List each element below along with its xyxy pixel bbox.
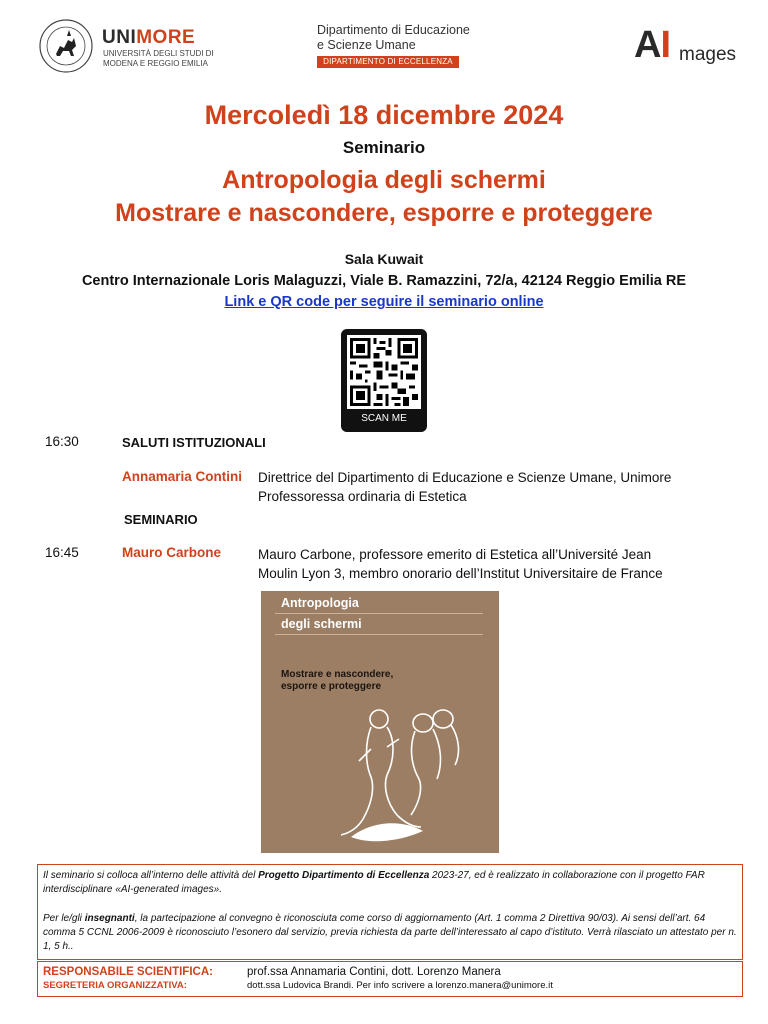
info-paragraph-2: Per le/gli insegnanti, la partecipazione al convegno è riconosciuta come corso di aggiornamento (Art. 1 comma 2 Direttiva 90/03). Ai sensi dell’art. 64 comma 5 CCNL 2006-2009 è riconosciuto l’esonero dal servizio, previa richiesta da parte dell’interessato al capo d’istituto. Verrà rilasciato un attestato per n. 1, 5 h.. (43, 913, 737, 952)
department-excellence-badge: DIPARTIMENTO DI ECCELLENZA (317, 56, 459, 68)
contacts-box (37, 961, 743, 997)
unimore-subtitle: UNIVERSITÀ DEGLI STUDI DI MODENA E REGGIO EMILIA (103, 49, 214, 68)
book-figures-illustration (341, 709, 481, 849)
online-seminar-link[interactable]: Link e QR code per seguire il seminario online (224, 294, 544, 310)
slot1-section-heading: SALUTI ISTITUZIONALI (122, 435, 266, 450)
secretariat-value: dott.ssa Ludovica Brandi. Per info scrivere a lorenzo.manera@unimore.it (247, 980, 553, 991)
event-type: Seminario (342, 138, 426, 157)
seminar-section-heading: SEMINARIO (124, 512, 198, 527)
slot1-speaker-role: Direttrice del Dipartimento di Educazione e Scienze Umane, Unimore Professoressa ordinaria di Estetica (258, 470, 672, 504)
info-box (37, 864, 743, 960)
book-subtitle: Mostrare e nascondere, esporre e proteggere (281, 669, 394, 692)
unimore-wordmark: UNIMORE (102, 27, 196, 48)
qr-caption: SCAN ME (361, 413, 407, 424)
book-title-line1: Antropologia (281, 596, 359, 610)
slot1-speaker: Annamaria Contini (122, 469, 243, 484)
secretariat-label: SEGRETERIA ORGANIZZATIVA: (43, 980, 187, 991)
department-name: Dipartimento di Educazione e Scienze Umane (317, 23, 470, 52)
book-divider (275, 613, 483, 614)
event-title: Antropologia degli schermi (222, 166, 546, 194)
responsible-value: prof.ssa Annamaria Contini, dott. Lorenzo Manera (247, 966, 501, 978)
unimore-seal-logo (38, 18, 94, 74)
slot2-time: 16:45 (45, 545, 79, 560)
ai-images-logo: AI mages (634, 24, 737, 66)
slot2-speaker-bio: Mauro Carbone, professore emerito di Estetica all’Université Jean Moulin Lyon 3, membro onorario dell’Institut Universitaire de France (258, 547, 663, 581)
event-address: Centro Internazionale Loris Malaguzzi, Viale B. Ramazzini, 72/a, 42124 Reggio Emilia RE (81, 273, 687, 289)
info-paragraph-1: Il seminario si colloca all’interno delle attività del Progetto Dipartimento di Eccellenza 2023-27, ed è realizzato in collaborazione con il progetto FAR interdisciplinare «AI-generated images». (43, 870, 705, 895)
slot1-time: 16:30 (45, 434, 79, 449)
qr-code[interactable] (341, 329, 427, 432)
slot2-speaker: Mauro Carbone (122, 545, 222, 560)
event-subtitle: Mostrare e nascondere, esporre e proteggere (115, 199, 653, 227)
responsible-label: RESPONSABILE SCIENTIFICA: (43, 966, 213, 978)
book-divider (275, 634, 483, 635)
event-date: Mercoledì 18 dicembre 2024 (204, 100, 564, 130)
book-cover-image (261, 591, 499, 853)
book-title-line2: degli schermi (281, 617, 362, 631)
event-room: Sala Kuwait (344, 251, 424, 267)
